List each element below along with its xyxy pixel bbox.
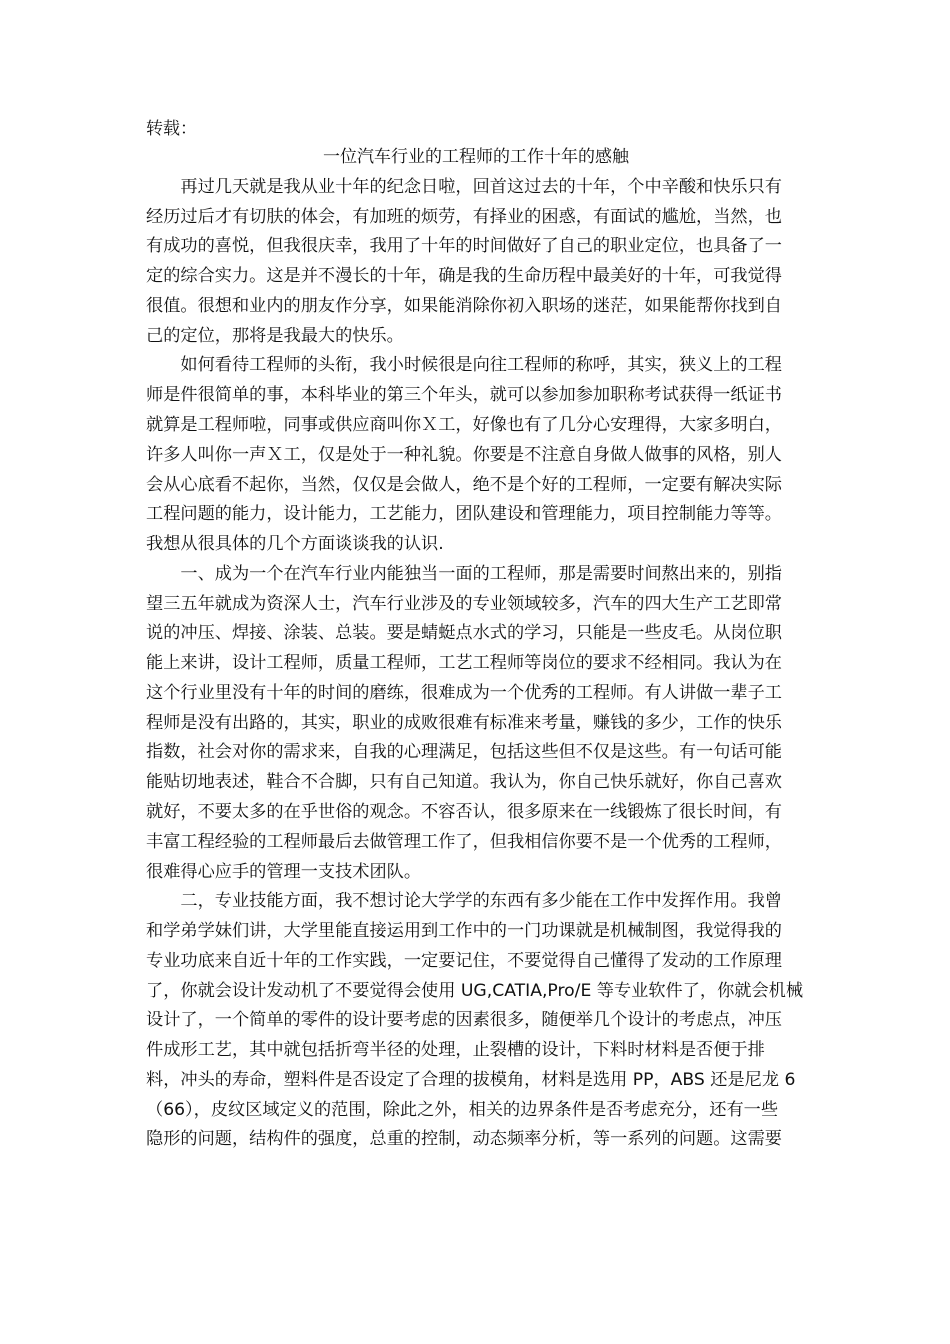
body-line: 一、成为一个在汽车行业内能独当一面的工程师，那是需要时间熬出来的，别指 (146, 564, 782, 584)
body-line: 专业功底来自近十年的工作实践，一定要记住，不要觉得自己懂得了发动的工作原理 (146, 951, 782, 971)
body-line: （66），皮纹区域定义的范围，除此之外，相关的边界条件是否考虑充分，还有一些 (146, 1100, 779, 1120)
body-line: 工程问题的能力，设计能力，工艺能力，团队建设和管理能力，项目控制能力等等。 (146, 504, 782, 524)
body-line: 很难得心应手的管理一支技术团队。 (146, 862, 422, 882)
body-line: 这个行业里没有十年的时间的磨练，很难成为一个优秀的工程师。有人讲做一辈子工 (146, 683, 782, 703)
body-line: 很值。很想和业内的朋友作分享，如果能消除你初入职场的迷茫，如果能帮你找到自 (146, 296, 782, 316)
body-line: 和学弟学妹们讲，大学里能直接运用到工作中的一门功课就是机械制图，我觉得我的 (146, 921, 782, 941)
body-line: 件成形工艺，其中就包括折弯半径的处理，止裂槽的设计，下料时材料是否便于排 (146, 1040, 765, 1060)
body-line: 再过几天就是我从业十年的纪念日啦，回首这过去的十年，个中辛酸和快乐只有 (146, 177, 782, 197)
body-line: 了，你就会设计发动机了不要觉得会使用 UG,CATIA,Pro/E 等专业软件了，你就会机械 (146, 981, 804, 1001)
body-line: 说的冲压、焊接、涂装、总装。要是蜻蜓点水式的学习，只能是一些皮毛。从岗位职 (146, 623, 782, 643)
document-title: 一位汽车行业的工程师的工作十年的感触 (323, 147, 629, 167)
body-line: 定的综合实力。这是并不漫长的十年，确是我的生命历程中最美好的十年，可我觉得 (146, 266, 782, 286)
body-line: 隐形的问题，结构件的强度，总重的控制，动态频率分析，等一系列的问题。这需要 (146, 1129, 782, 1149)
body-line: 料，冲头的寿命，塑料件是否设定了合理的拔模角，材料是选用 PP，ABS 还是尼龙 6 (146, 1070, 796, 1090)
body-line: 就好，不要太多的在乎世俗的观念。不容否认，很多原来在一线锻炼了很长时间，有 (146, 802, 782, 822)
body-line: 丰富工程经验的工程师最后去做管理工作了，但我相信你要不是一个优秀的工程师， (146, 832, 782, 852)
body-line: 二，专业技能方面，我不想讨论大学学的东西有多少能在工作中发挥作用。我曾 (146, 891, 782, 911)
body-line: 我想从很具体的几个方面谈谈我的认识. (146, 534, 444, 554)
body-line: 能上来讲，设计工程师，质量工程师，工艺工程师等岗位的要求不经相同。我认为在 (146, 653, 782, 673)
repost-label: 转载： (146, 119, 197, 139)
body-line: 许多人叫你一声Ｘ工，仅是处于一种礼貌。你要是不注意自身做人做事的风格，别人 (146, 445, 782, 465)
body-line: 指数，社会对你的需求来，自我的心理满足，包括这些但不仅是这些。有一句话可能 (146, 742, 782, 762)
body-line: 如何看待工程师的头衔，我小时候很是向往工程师的称呼，其实，狭义上的工程 (146, 355, 782, 375)
body-line: 程师是没有出路的，其实，职业的成败很难有标准来考量，赚钱的多少，工作的快乐 (146, 713, 782, 733)
body-line: 有成功的喜悦，但我很庆幸，我用了十年的时间做好了自己的职业定位，也具备了一 (146, 236, 782, 256)
body-line: 师是件很简单的事，本科毕业的第三个年头，就可以参加参加职称考试获得一纸证书 (146, 385, 782, 405)
body-line: 望三五年就成为资深人士，汽车行业涉及的专业领域较多，汽车的四大生产工艺即常 (146, 594, 782, 614)
body-line: 就算是工程师啦，同事或供应商叫你Ｘ工，好像也有了几分心安理得，大家多明白， (146, 415, 782, 435)
body-line: 能贴切地表述，鞋合不合脚，只有自己知道。我认为，你自己快乐就好，你自己喜欢 (146, 772, 782, 792)
body-line: 会从心底看不起你，当然，仅仅是会做人，绝不是个好的工程师，一定要有解决实际 (146, 475, 782, 495)
body-line: 经历过后才有切肤的体会，有加班的烦劳，有择业的困惑，有面试的尴尬，当然，也 (146, 207, 782, 227)
body-line: 己的定位，那将是我最大的快乐。 (146, 326, 404, 346)
body-line: 设计了，一个简单的零件的设计要考虑的因素很多，随便举几个设计的考虑点，冲压 (146, 1010, 782, 1030)
